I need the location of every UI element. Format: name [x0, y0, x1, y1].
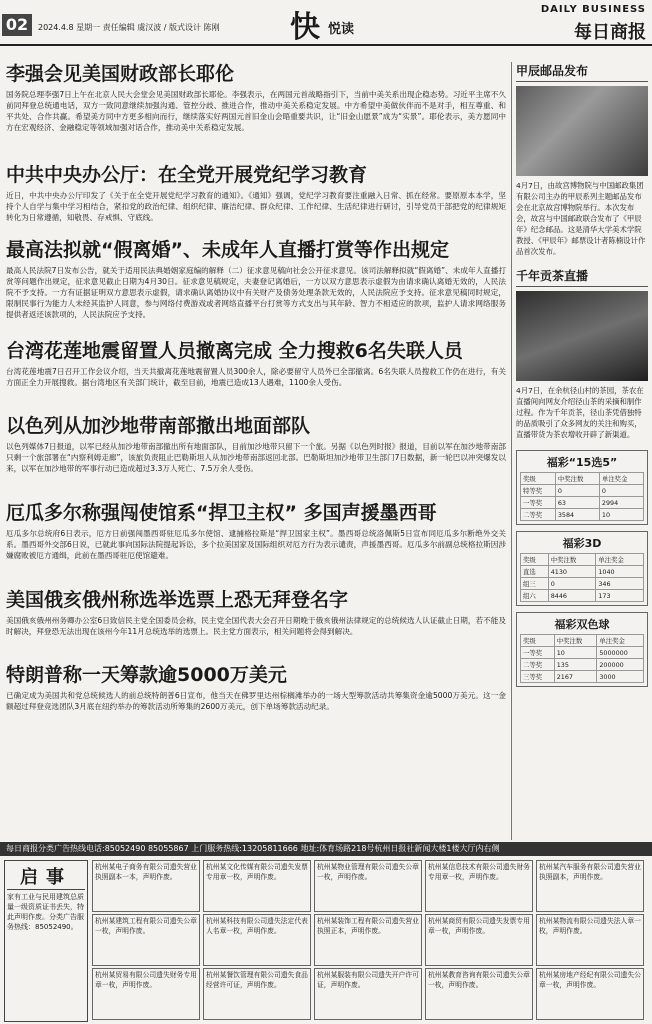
article-body: 近日，中共中央办公厅印发了《关于在全党开展党纪学习教育的通知》。《通知》强调，党纪学习教育要注重融入日常、抓在经常。要原原本本学，坚持个人自学与集中学习相结合，紧扣党的政治纪律、组织纪律、廉洁纪律、群众纪律、工作纪律、生活纪律进行研讨，引导党员干部把党的纪律规矩转化为日常遵循，知敬畏、存戒惧、守底线。: [6, 191, 506, 222]
table-cell: 173: [596, 590, 644, 602]
notice-item: 杭州某科技有限公司遗失法定代表人名章一枚，声明作废。: [203, 914, 311, 966]
notice-item: 杭州某汽车服务有限公司遗失营业执照副本，声明作废。: [536, 860, 644, 912]
lottery-table: [516, 531, 648, 606]
table-cell: 135: [554, 659, 597, 671]
table-cell: 直选: [521, 566, 549, 578]
table-cell: 中奖注数: [548, 554, 596, 566]
table-cell: 63: [555, 497, 599, 509]
article: [6, 414, 506, 497]
headline[interactable]: 李强会见美国财政部长耶伦: [6, 63, 235, 85]
table-cell: 单注奖金: [597, 635, 644, 647]
lottery-title: 福彩“15选5”: [546, 456, 618, 469]
table-cell: 组三: [521, 578, 549, 590]
table-row: [521, 635, 644, 647]
article-body: 国务院总理李强7日上午在北京人民大会堂会见美国财政部长耶伦。李强表示，在两国元首战略指引下，当前中美关系出现企稳态势。习近平主席不久前同拜登总统通电话，双方一致同意继续加强沟通、管控分歧、推进合作，推动中美关系稳定发展。中方希望中美做伙伴而不是对手，相互尊重、和平共处、合作共赢。希望美方同中方更多相向而行，继续落实好两国元首旧金山会晤重要共识，让“旧金山愿景”成为“实景”。耶伦表示，美方愿同中方在宏观经济、金融稳定等领域加强对话合作，推动美中关系稳定发展。: [6, 90, 506, 132]
table-cell: 10: [599, 509, 643, 521]
table-row: [521, 590, 644, 602]
notice-item: 杭州某房地产经纪有限公司遗失公章一枚，声明作废。: [536, 968, 644, 1020]
notice-item: 杭州某餐饮管理有限公司遗失食品经营许可证，声明作废。: [203, 968, 311, 1020]
notice-item: 杭州某信息技术有限公司遗失财务专用章一枚，声明作废。: [425, 860, 533, 912]
masthead: [0, 0, 652, 46]
table-cell: 346: [596, 578, 644, 590]
notice-item: 杭州某文化传媒有限公司遗失发票专用章一枚，声明作废。: [203, 860, 311, 912]
table-cell: 0: [555, 485, 599, 497]
notice-item: 杭州某教育咨询有限公司遗失公章一枚，声明作废。: [425, 968, 533, 1020]
table-cell: 奖级: [521, 473, 556, 485]
table-cell: 组六: [521, 590, 549, 602]
table-cell: 中奖注数: [555, 473, 599, 485]
notice-item: 杭州某建筑工程有限公司遗失公章一枚，声明作废。: [92, 914, 200, 966]
ad-band-text: 每日商报分类广告热线电话:85052490 85055867 上门服务热线:13205811666 地址:体育场路218号杭州日报社新闻大楼1楼大厅内右侧: [6, 844, 500, 853]
table-cell: 10: [554, 647, 597, 659]
lottery-results: [520, 472, 644, 521]
table-cell: 单注奖金: [599, 473, 643, 485]
table-row: [521, 554, 644, 566]
issue-line: 2024.4.8 星期一 责任编辑 虞汉波 / 版式设计 陈刚: [38, 23, 220, 32]
section-name: 悦读: [328, 22, 355, 37]
stamp-release-photo: [516, 86, 648, 176]
article: [6, 163, 506, 234]
article-body: 厄瓜多尔总统府6日表示，厄方日前强闯墨西哥驻厄瓜多尔使馆、逮捕格拉斯是“捍卫国家主权”。墨西哥总统洛佩斯5日宣布同厄瓜多尔断绝外交关系。墨西哥外交部6日说，已就此事向国际法院提起诉讼，多个拉美国家及国际组织对厄方行为表示谴责，声援墨西哥。厄瓜多尔前副总统格拉斯因涉嫌腐败被厄方通缉，此前在墨西哥驻厄使馆避难。: [6, 529, 506, 560]
photo-caption: 4月7日，在余杭径山村的茶园，茶农在直播间向网友介绍径山茶的采摘和制作过程。作为千年贡茶，径山茶凭借独特的品质吸引了众多网友的关注和购买，直播带货为茶农增收开辟了新渠道。: [516, 386, 644, 439]
table-cell: 一等奖: [521, 647, 555, 659]
table-cell: 200000: [597, 659, 644, 671]
table-cell: 中奖注数: [554, 635, 597, 647]
brand-chinese: 每日商报: [574, 22, 646, 43]
lottery-table: [516, 612, 648, 687]
table-row: [521, 485, 644, 497]
table-cell: 0: [548, 578, 596, 590]
section-char: 快: [290, 10, 320, 45]
table-cell: 奖级: [521, 554, 549, 566]
page-number: 02: [2, 14, 32, 36]
lottery-title: 福彩3D: [562, 537, 602, 550]
lottery-title: 福彩双色球: [554, 618, 610, 631]
table-cell: 3000: [597, 671, 644, 683]
article: [6, 663, 506, 734]
table-row: [521, 497, 644, 509]
article-body: 美国俄亥俄州州务卿办公室6日致信民主党全国委员会称，民主党全国代表大会召开日期晚于俄亥俄州法律规定的总统候选人认证截止日期，若不能及时解决，拜登恐无法出现在该州今年11月总统选举的选票上。民主党方面表示，相关问题将会得到解决。: [6, 616, 506, 636]
lottery-results: [520, 553, 644, 602]
table-cell: 8446: [548, 590, 596, 602]
article-body: 以色列媒体7日报道，以军已经从加沙地带南部撤出所有地面部队，目前加沙地带只留下一个旅。另据《以色列时报》报道，目前以军在加沙地带南部只剩一个旅部署在“内察利姆走廊”，该旅负责阻止巴勒斯坦人从加沙地带南部返回北部。巴勒斯坦加沙地带卫生部门7日数据，新一轮巴以冲突爆发以来，以军在加沙地带的军事行动已造成超过3.3万人死亡、7.5万余人受伤。: [6, 442, 506, 473]
sidebar-heading: 甲辰邮品发布: [516, 62, 648, 82]
table-cell: 5000000: [597, 647, 644, 659]
headline[interactable]: 台湾花莲地震留置人员撤离完成 全力搜救6名失联人员: [6, 340, 463, 362]
tea-livestream-photo: [516, 291, 648, 381]
qishi-title: 启事: [7, 863, 85, 890]
photo-caption: 4月7日，由故宫博物院与中国邮政集团有限公司主办的甲辰系列主题邮品发布会在北京故宫博物院举行。本次发布会，故宫与中国邮政联合发布了《甲辰年》纪念邮品。这是清华大学美术学院教授、《甲辰年》邮票设计者陈楠设计作品首次发布。: [516, 181, 646, 256]
headline[interactable]: 中共中央办公厅：在全党开展党纪学习教育: [6, 164, 368, 186]
table-row: [521, 509, 644, 521]
notice-item: 杭州某贸易有限公司遗失财务专用章一枚，声明作废。: [92, 968, 200, 1020]
table-row: [521, 473, 644, 485]
notice-item: 杭州某物流有限公司遗失法人章一枚，声明作废。: [536, 914, 644, 966]
table-cell: 4130: [548, 566, 596, 578]
article-body: 台湾花莲地震7日召开工作会议介绍，当天共撤离花莲地震留置人员300余人，除必要留守人员外已全部撤离。6名失联人员搜救工作仍在进行，有关方面正全力开展搜救。据台湾地区有关部门统计，截至目前，地震已造成13人遇难，1100余人受伤。: [6, 367, 506, 387]
table-row: [521, 647, 644, 659]
notice-box-qishi: [4, 860, 88, 1022]
table-cell: 0: [599, 485, 643, 497]
table-cell: 2167: [554, 671, 597, 683]
main-column: [6, 62, 506, 738]
notice-item: 杭州某服装有限公司遗失开户许可证，声明作废。: [314, 968, 422, 1020]
notice-item: 杭州某电子商务有限公司遗失营业执照副本一本，声明作废。: [92, 860, 200, 912]
lottery-results: [520, 634, 644, 683]
lottery-table: [516, 450, 648, 525]
article: [6, 62, 506, 159]
sidebar-heading: 千年贡茶直播: [516, 267, 648, 287]
headline[interactable]: 特朗普称一天筹款逾5000万美元: [6, 664, 287, 686]
table-row: [521, 671, 644, 683]
table-row: [521, 578, 644, 590]
headline[interactable]: 最高法拟就“假离婚”、未成年人直播打赏等作出规定: [6, 239, 449, 261]
table-cell: 二等奖: [521, 509, 556, 521]
article: [6, 588, 506, 659]
headline[interactable]: 厄瓜多尔称强闯使馆系“捍卫主权” 多国声援墨西哥: [6, 502, 437, 524]
article: [6, 501, 506, 584]
notice-item: 杭州某商贸有限公司遗失发票专用章一枚，声明作废。: [425, 914, 533, 966]
table-cell: 特等奖: [521, 485, 556, 497]
qishi-body: 家有工业与民用建筑总质量一级资质证书丢失，特此声明作废。分类广告服务热线：85052490。: [7, 893, 84, 931]
column-divider: [511, 62, 512, 840]
table-cell: 3584: [555, 509, 599, 521]
table-row: [521, 566, 644, 578]
article: [6, 339, 506, 410]
classified-ad-band: [0, 842, 652, 856]
table-cell: 二等奖: [521, 659, 555, 671]
brand-english: DAILY BUSINESS: [540, 4, 646, 15]
table-cell: 一等奖: [521, 497, 556, 509]
notice-item: 杭州某装饰工程有限公司遗失营业执照正本，声明作废。: [314, 914, 422, 966]
table-cell: 奖级: [521, 635, 555, 647]
sidebar: [516, 62, 648, 687]
headline[interactable]: 美国俄亥俄州称选举选票上恐无拜登名字: [6, 589, 349, 611]
table-cell: 三等奖: [521, 671, 555, 683]
article: [6, 238, 506, 335]
table-row: [521, 659, 644, 671]
table-cell: 单注奖金: [596, 554, 644, 566]
notice-item: 杭州某物业管理有限公司遗失公章一枚，声明作废。: [314, 860, 422, 912]
table-cell: 2994: [599, 497, 643, 509]
article-body: 已确定成为美国共和党总统候选人的前总统特朗普6日宣布，他当天在佛罗里达州棕榈滩举办的一场大型筹款活动共筹集资金逾5000万美元。这一金额超过拜登竞选团队3月底在纽约举办的筹款活动所筹集的2600万美元，创下单场筹款活动纪录。: [6, 691, 506, 711]
classified-notices: [4, 860, 648, 1022]
article-body: 最高人民法院7日发布公告，就关于适用民法典婚姻家庭编的解释（二）征求意见稿向社会公开征求意见。该司法解释拟就“假离婚”、未成年人直播打赏等问题作出规定，征求意见截止日期为4月30日。征求意见稿规定，夫妻登记离婚后，一方以双方意思表示虚假为由请求确认离婚无效的，人民法院不予支持。一方有证据证明双方意思表示虚假，请求确认离婚协议中有关财产及债务处理条款无效的，人民法院应予支持。征求意见稿同时规定，限制民事行为能力人未经其监护人同意，参与网络付费游戏或者网络直播平台打赏等方式支出与其年龄、智力不相适应的款项，监护人请求网络服务提供者返还该款项的，人民法院应予支持。: [6, 266, 506, 319]
headline[interactable]: 以色列从加沙地带南部撤出地面部队: [6, 415, 311, 437]
table-cell: 1040: [596, 566, 644, 578]
